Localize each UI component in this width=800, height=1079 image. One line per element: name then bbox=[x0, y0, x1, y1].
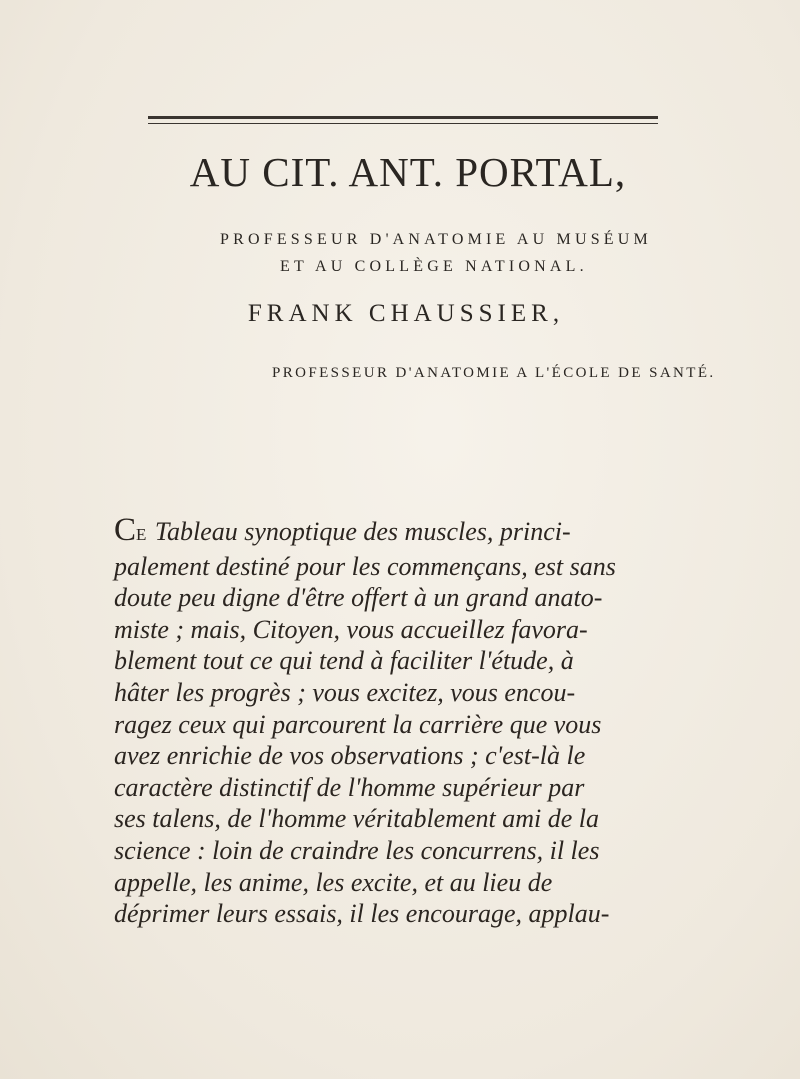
body-line: doute peu digne d'être offert à un grand anato- bbox=[114, 583, 603, 613]
body-line-first-text: Tableau synoptique des muscles, princi- bbox=[148, 517, 571, 546]
dedication-name: FRANK CHAUSSIER, bbox=[247, 300, 565, 327]
body-line: appelle, les anime, les excite, et au lieu de bbox=[114, 867, 553, 897]
body-line: palement destiné pour les commençans, est sans bbox=[114, 551, 616, 581]
body-line: caractère distinctif de l'homme supérieur par bbox=[114, 772, 585, 802]
dedication-body bbox=[114, 512, 704, 930]
drop-cap: C bbox=[114, 512, 137, 548]
small-cap: E bbox=[136, 525, 149, 544]
body-line: miste ; mais, Citoyen, vous accueillez favora- bbox=[114, 614, 588, 644]
body-line: hâter les progrès ; vous excitez, vous encou- bbox=[114, 677, 576, 707]
dedication-subtitle-museum: PROFESSEUR D'ANATOMIE AU MUSÉUM bbox=[220, 231, 652, 248]
top-rule-thin bbox=[148, 123, 658, 124]
body-line: ses talens, de l'homme véritablement ami de la bbox=[114, 804, 600, 834]
body-line-first bbox=[114, 512, 704, 551]
dedication-subtitle-ecole: PROFESSEUR D'ANATOMIE A L'ÉCOLE DE SANTÉ. bbox=[272, 365, 716, 381]
body-line: blement tout ce qui tend à faciliter l'étude, à bbox=[114, 646, 574, 676]
dedication-subtitle-college: ET AU COLLÈGE NATIONAL. bbox=[280, 258, 588, 275]
body-line: déprimer leurs essais, il les encourage, applau- bbox=[114, 899, 610, 929]
body-line: science : loin de craindre les concurrens, il les bbox=[114, 835, 600, 865]
body-line: avez enrichie de vos observations ; c'est-là le bbox=[114, 741, 586, 771]
dedication-title: AU CIT. ANT. PORTAL, bbox=[189, 149, 627, 195]
body-line: ragez ceux qui parcourent la carrière que vous bbox=[114, 709, 602, 739]
top-rule-thick bbox=[148, 116, 658, 119]
